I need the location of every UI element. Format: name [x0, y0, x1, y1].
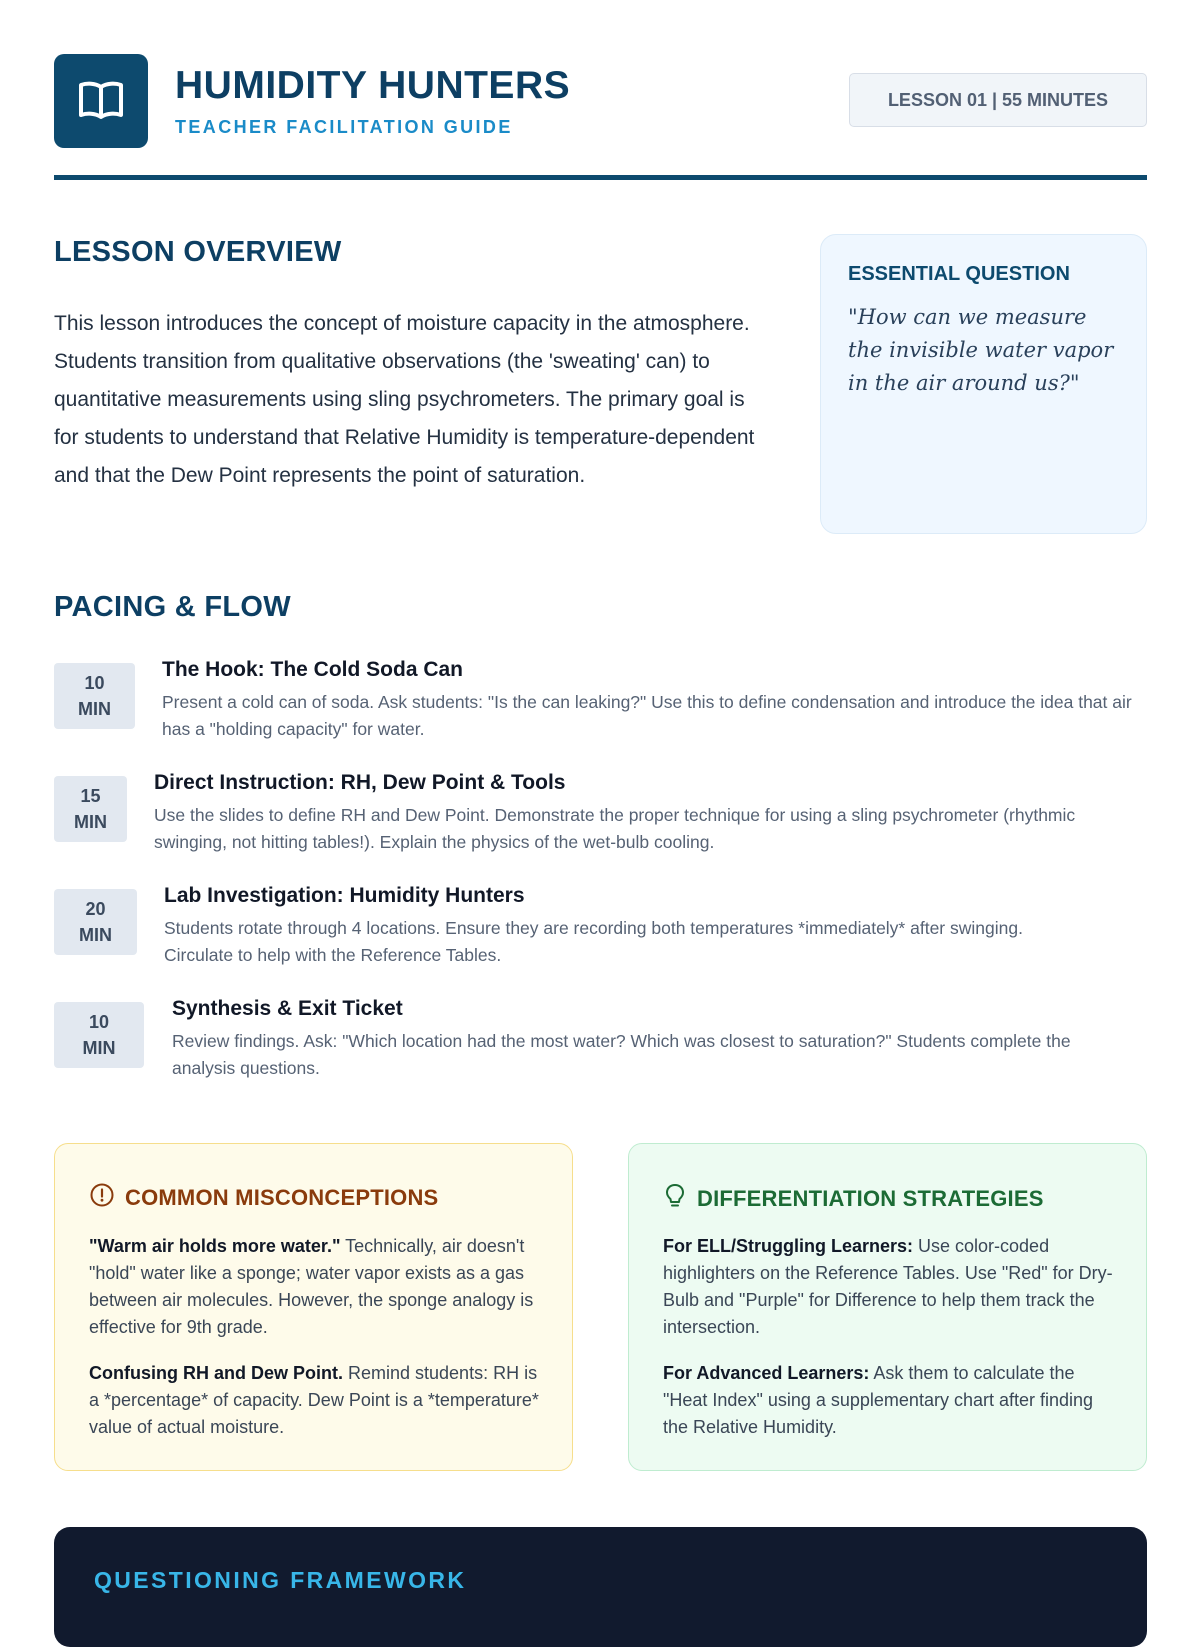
misconception-text: Technically, air doesn't "hold" water like a sponge; water vapor exists as a gas between air molecules. However, the sponge analogy is effective for 9th grade. — [89, 1236, 534, 1337]
pacing-title: Direct Instruction: RH, Dew Point & Tools — [154, 771, 566, 794]
pacing-description: Use the slides to define RH and Dew Point. Demonstrate the proper technique for using a sling psychrometer (rhythmic swinging, not hitting tables!). Explain the physics of the wet-bulb cooling. — [154, 805, 1076, 852]
pacing-duration-badge — [54, 889, 137, 955]
overview-text: This lesson introduces the concept of moisture capacity in the atmosphere. Students transition from qualitative observations (the 'sweating' can) to quantitative measurements using sling psychrometers. The primary goal is for students to understand that Relative Humidity is temperature-dependent and that the Dew Point represents the point of saturation. — [54, 312, 755, 487]
header-divider — [54, 175, 1147, 180]
misconception-lead: "Warm air holds more water." — [89, 1236, 341, 1256]
differentiation-heading: DIFFERENTIATION STRATEGIES — [697, 1186, 1044, 1211]
lesson-badge: LESSON 01 | 55 MINUTES — [849, 73, 1147, 127]
essential-question-text: "How can we measure the invisible water vapor in the air around us?" — [848, 305, 1114, 395]
misconception-lead: Confusing RH and Dew Point. — [89, 1363, 343, 1383]
pacing-title: Synthesis & Exit Ticket — [172, 997, 403, 1020]
pacing-minutes: 20 — [85, 899, 106, 919]
misconception-text: Remind students: RH is a *percentage* of capacity. Dew Point is a *temperature* value of actual moisture. — [89, 1363, 539, 1437]
pacing-unit: MIN — [79, 925, 112, 945]
pacing-duration-badge — [54, 1002, 144, 1068]
header — [54, 54, 1147, 148]
lightbulb-icon — [663, 1182, 687, 1216]
differentiation-text: Ask them to calculate the "Heat Index" using a supplementary chart after finding the Relative Humidity. — [663, 1363, 1094, 1437]
differentiation-item — [663, 1360, 1113, 1441]
pacing-heading: PACING & FLOW — [54, 591, 291, 623]
misconceptions-card — [54, 1143, 573, 1471]
essential-question-box — [820, 234, 1147, 534]
overview-heading: LESSON OVERVIEW — [54, 236, 342, 268]
pacing-description: Students rotate through 4 locations. Ensure they are recording both temperatures *immediately* after swinging. Circulate to help with the Reference Tables. — [164, 918, 1023, 965]
pacing-unit: MIN — [82, 1038, 116, 1058]
open-book-icon — [54, 54, 148, 148]
questioning-framework-panel — [54, 1527, 1147, 1647]
page-title: HUMIDITY HUNTERS — [175, 64, 571, 107]
pacing-description: Review findings. Ask: "Which location had the most water? Which was closest to saturation?" Students complete the analysis questions. — [172, 1031, 1071, 1078]
differentiation-lead: For ELL/Struggling Learners: — [663, 1236, 914, 1256]
pacing-minutes: 15 — [80, 786, 101, 806]
misconceptions-heading-row — [89, 1182, 438, 1214]
page-subtitle: TEACHER FACILITATION GUIDE — [175, 117, 513, 137]
pacing-title: The Hook: The Cold Soda Can — [162, 658, 464, 681]
alert-circle-icon — [89, 1182, 115, 1214]
misconception-item — [89, 1233, 539, 1341]
pacing-duration-badge — [54, 663, 135, 729]
differentiation-item — [663, 1233, 1113, 1341]
misconception-item — [89, 1360, 539, 1441]
pacing-description: Present a cold can of soda. Ask students: "Is the can leaking?" Use this to define condensation and introduce the idea that air has a "holding capacity" for water. — [162, 692, 1132, 739]
differentiation-heading-row — [663, 1182, 1044, 1216]
pacing-unit: MIN — [78, 699, 111, 719]
differentiation-lead: For Advanced Learners: — [663, 1363, 870, 1383]
pacing-duration-badge — [54, 776, 127, 842]
questioning-framework-heading: QUESTIONING FRAMEWORK — [94, 1567, 467, 1593]
pacing-unit: MIN — [74, 812, 107, 832]
essential-question-label: ESSENTIAL QUESTION — [848, 263, 1070, 285]
differentiation-card — [628, 1143, 1147, 1471]
pacing-minutes: 10 — [84, 673, 105, 693]
pacing-minutes: 10 — [88, 1012, 110, 1032]
misconceptions-heading: COMMON MISCONCEPTIONS — [125, 1185, 439, 1210]
pacing-title: Lab Investigation: Humidity Hunters — [164, 884, 525, 907]
differentiation-text: Use color-coded highlighters on the Reference Tables. Use "Red" for Dry-Bulb and "Purple" for Difference to help them track the intersection. — [663, 1236, 1113, 1337]
